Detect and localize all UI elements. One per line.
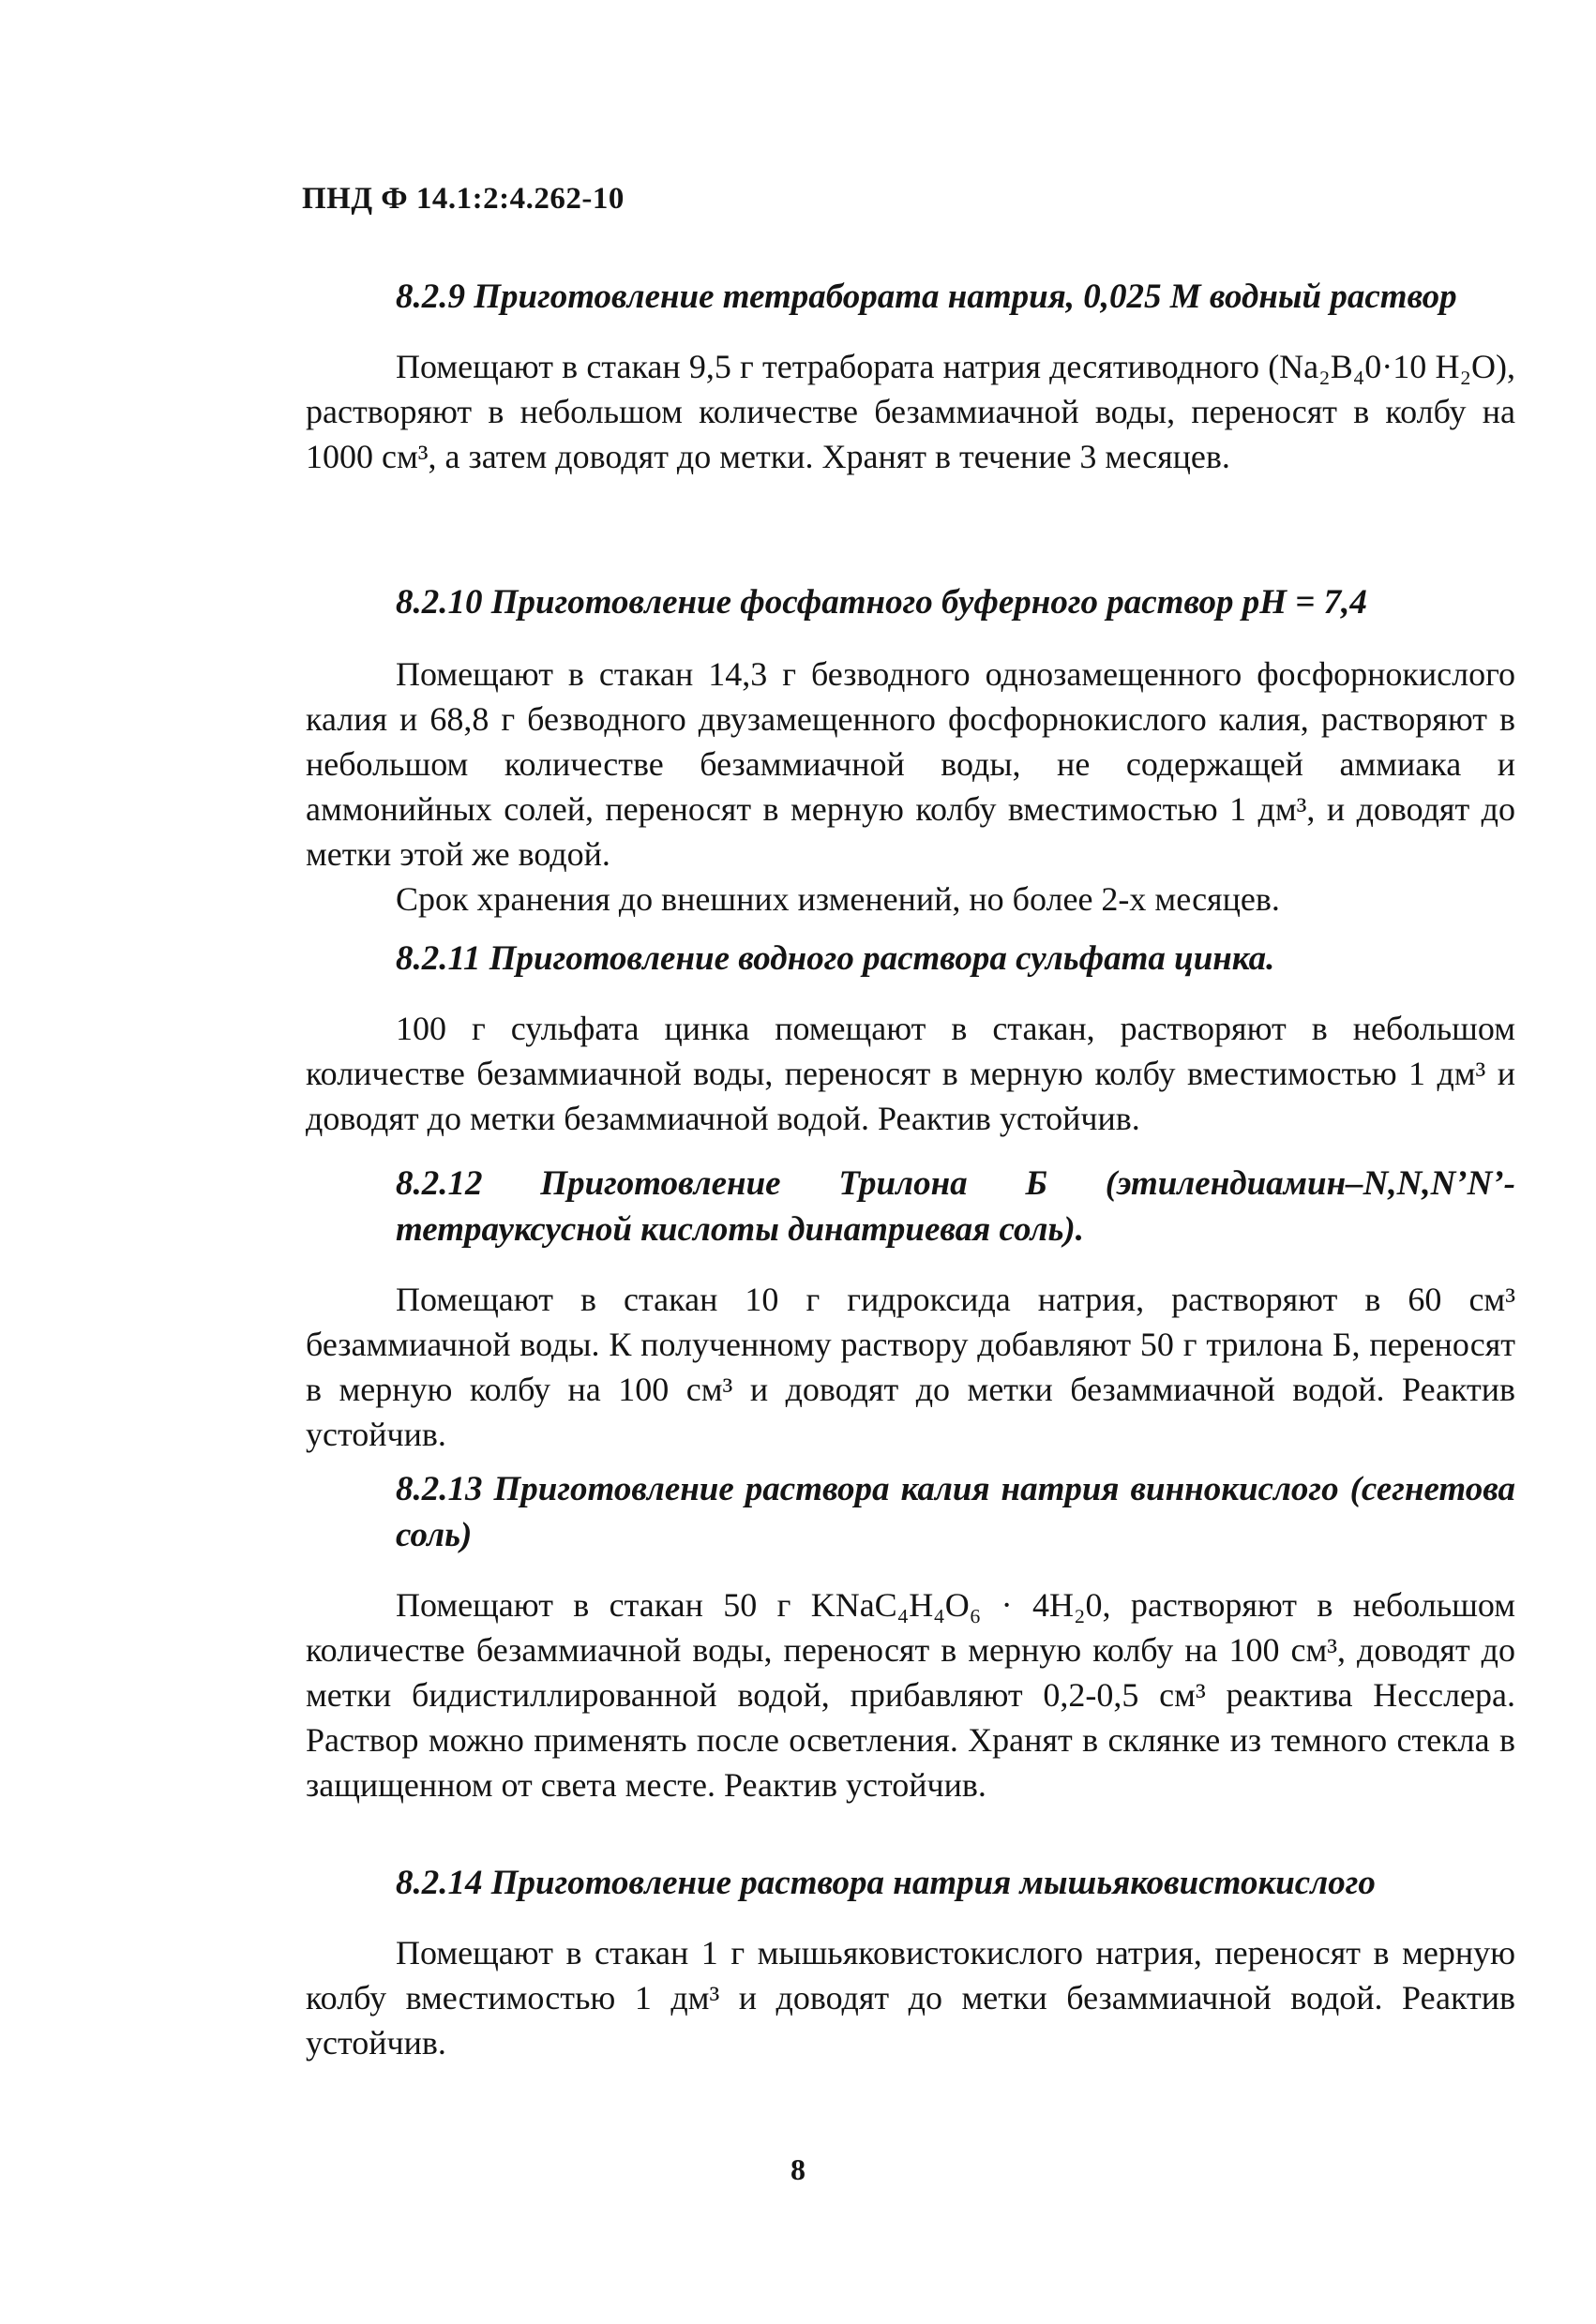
section-heading: 8.2.11 Приготовление водного раствора сульфата цинка. bbox=[396, 939, 1275, 978]
section-8-2-10 bbox=[306, 579, 1515, 922]
section-heading: 8.2.10 Приготовление фосфатного буферного раствор рН = 7,4 bbox=[396, 583, 1367, 622]
section-paragraph: Помещают в стакан 1 г мышьяковистокислого натрия, переносят в мерную колбу вместимостью 1 дм³ и доводят до метки безаммиачной водой. Реактив устойчив. bbox=[306, 1934, 1515, 2062]
section-paragraph: Помещают в стакан 14,3 г безводного однозамещенного фосфорнокислого калия и 68,8 г безводного двузамещенного фосфорнокислого калия, растворяют в небольшом количестве безаммиачной воды, не содержащей аммиака и аммонийных солей, переносят в мерную колбу вместимостью 1 дм³, и доводят до метки этой же водой. bbox=[306, 655, 1515, 873]
section-8-2-12 bbox=[306, 1161, 1515, 1457]
section-heading: 8.2.13 Приготовление раствора калия натрия виннокислого (сегнетова соль) bbox=[396, 1470, 1515, 1554]
section-heading: 8.2.14 Приготовление раствора натрия мышьяковистокислого bbox=[396, 1864, 1376, 1902]
page-number: 8 bbox=[790, 2152, 806, 2186]
section-paragraph: Помещают в стакан 9,5 г тетрабората натрия десятиводного (Na₂B₄0·10 H₂O), растворяют в небольшом количестве безаммиачной воды, переносят в колбу на 1000 см³, а затем доводят до метки. Хранят в течение 3 месяцев. bbox=[306, 348, 1515, 475]
section-8-2-13 bbox=[306, 1466, 1515, 1807]
section-paragraph: 100 г сульфата цинка помещают в стакан, растворяют в небольшом количестве безаммиачной воды, переносят в мерную колбу вместимостью 1 дм³ и доводят до метки безаммиачной водой. Реактив устойчив. bbox=[306, 1010, 1515, 1137]
section-heading: 8.2.9 Приготовление тетрабората натрия, 0,025 М водный раствор bbox=[396, 277, 1457, 316]
section-8-2-11 bbox=[306, 936, 1515, 1141]
section-8-2-9 bbox=[306, 274, 1515, 479]
section-paragraph: Помещают в стакан 50 г KNaC₄H₄O₆ · 4H₂0, растворяют в небольшом количестве безаммиачной воды, переносят в мерную колбу на 100 см³, доводят до метки бидистиллированной водой, прибавляют 0,2-0,5 см³ реактива Несслера. Раствор можно применять после осветления. Хранят в склянке из темного стекла в защищенном от света месте. Реактив устойчив. bbox=[306, 1586, 1515, 1804]
section-paragraph: Помещают в стакан 10 г гидроксида натрия, растворяют в 60 см³ безаммиачной воды. К полученному раствору добавляют 50 г трилона Б, переносят в мерную колбу на 100 см³ и доводят до метки безаммиачной водой. Реактив устойчив. bbox=[306, 1281, 1515, 1453]
section-heading: 8.2.12 Приготовление Трилона Б (этилендиамин–N,N,N’N’-тетрауксусной кислоты динатриевая соль). bbox=[396, 1164, 1515, 1249]
section-8-2-14 bbox=[306, 1860, 1515, 2065]
section-paragraph: Срок хранения до внешних изменений, но более 2-х месяцев. bbox=[396, 880, 1280, 918]
document-code: ПНД Ф 14.1:2:4.262-10 bbox=[302, 182, 625, 216]
